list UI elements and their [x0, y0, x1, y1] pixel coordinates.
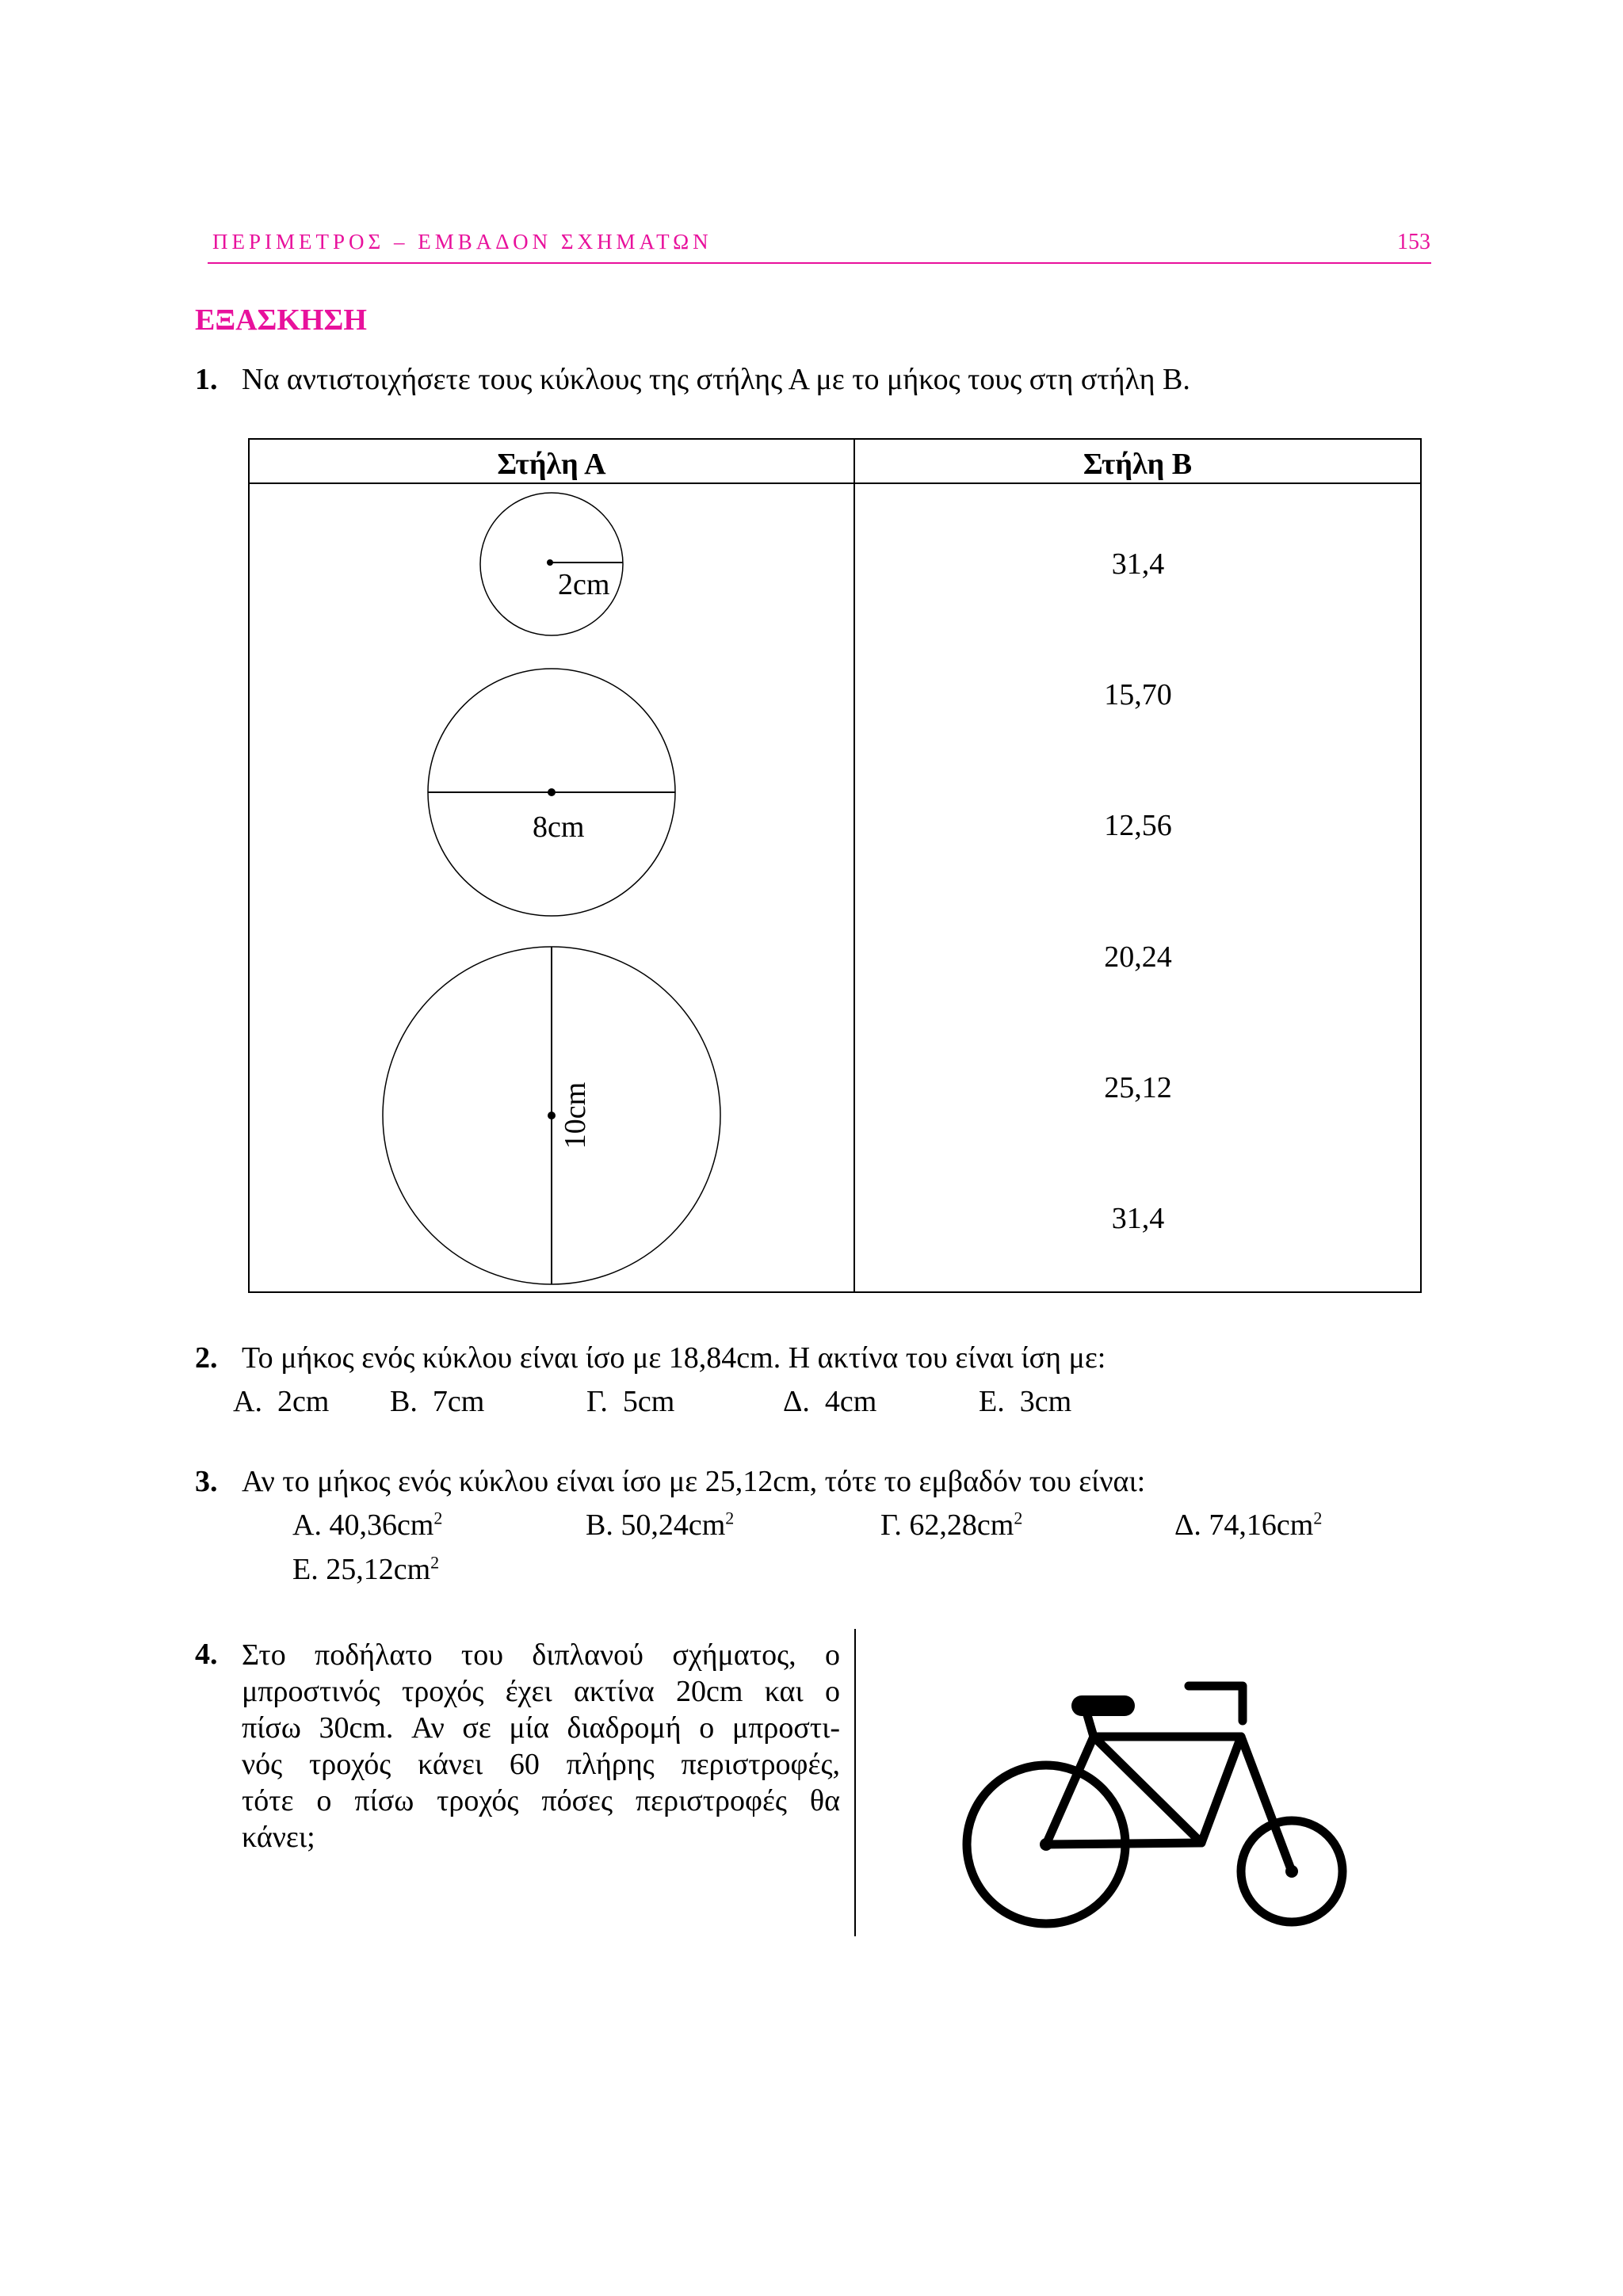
circle-label-2cm: 2cm	[558, 568, 610, 601]
q4-line: νός τροχός κάνει 60 πλήρης περιστροφές,	[242, 1748, 840, 1781]
section-title: ΕΞΑΣΚΗΣΗ	[195, 303, 367, 337]
col-b-value: 25,12	[1104, 1071, 1172, 1104]
bicycle-saddle	[1071, 1695, 1135, 1716]
col-b-value: 31,4	[1111, 547, 1165, 581]
q3-option-b: Β. $50,24cm^2$	[586, 1508, 735, 1542]
circle-label-8cm: 8cm	[533, 810, 585, 844]
q1-number: 1.	[195, 363, 218, 396]
q4-line: κάνει;	[242, 1821, 315, 1854]
q3-option-d: Δ. $74,16cm^2$	[1174, 1508, 1323, 1542]
q2-option-e: Ε. 3cm	[979, 1385, 1072, 1418]
q2-option-c: Γ. 5cm	[586, 1385, 675, 1418]
col-b-value: 15,70	[1104, 678, 1172, 711]
circle-label-10cm: 10cm	[559, 1081, 592, 1150]
running-header-title: ΠΕΡΙΜΕΤΡΟΣ – ΕΜΒΑΔΟΝ ΣΧΗΜΑΤΩΝ	[212, 230, 712, 254]
q4-divider	[854, 1629, 856, 1936]
q1-text: Να αντιστοιχήσετε τους κύκλους της στήλης Α με το μήκος τους στη στήλη Β.	[242, 363, 1190, 396]
q3-option-a: Α. $40,36cm^2$	[292, 1508, 443, 1542]
col-a-header: Στήλη Α	[497, 448, 606, 481]
circle-diameter-10cm	[383, 947, 720, 1284]
bicycle-icon	[951, 1664, 1363, 1933]
col-b-value: 31,4	[1111, 1202, 1165, 1235]
q3-option-e: Ε. $25,12cm^2$	[292, 1552, 440, 1586]
q2-number: 2.	[195, 1341, 218, 1375]
q2-option-a: Α. 2cm	[233, 1385, 330, 1418]
circle-diameter-8cm	[428, 669, 675, 916]
table-border	[249, 439, 1421, 1292]
q4-line: πίσω 30cm. Αν σε μία διαδρομή ο μπροστι-	[242, 1711, 840, 1745]
q4-line: τότε ο πίσω τροχός πόσες περιστροφές θα	[242, 1784, 840, 1817]
q3-text: Αν το μήκος ενός κύκλου είναι ίσο με 25,12cm, τότε το εμβαδόν του είναι:	[242, 1465, 1146, 1498]
q4-line: Στο ποδήλατο του διπλανού σχήματος, ο	[242, 1638, 840, 1672]
col-b-header: Στήλη Β	[1083, 448, 1193, 481]
circle-radius-2cm	[480, 493, 623, 635]
q2-text: Το μήκος ενός κύκλου είναι ίσο με 18,84cm. Η ακτίνα του είναι ίση με:	[242, 1341, 1106, 1375]
q4-line: μπροστινός τροχός έχει ακτίνα 20cm και ο	[242, 1675, 840, 1708]
q2-option-b: Β. 7cm	[390, 1385, 485, 1418]
q4-number: 4.	[195, 1638, 218, 1671]
q2-option-d: Δ. 4cm	[783, 1385, 877, 1418]
col-b-value: 20,24	[1104, 940, 1172, 974]
page-number: 153	[1397, 230, 1430, 254]
col-b-value: 12,56	[1104, 809, 1172, 842]
q3-option-c: Γ. $62,28cm^2$	[880, 1508, 1023, 1542]
q3-number: 3.	[195, 1465, 218, 1498]
q4-text	[242, 1637, 840, 1855]
